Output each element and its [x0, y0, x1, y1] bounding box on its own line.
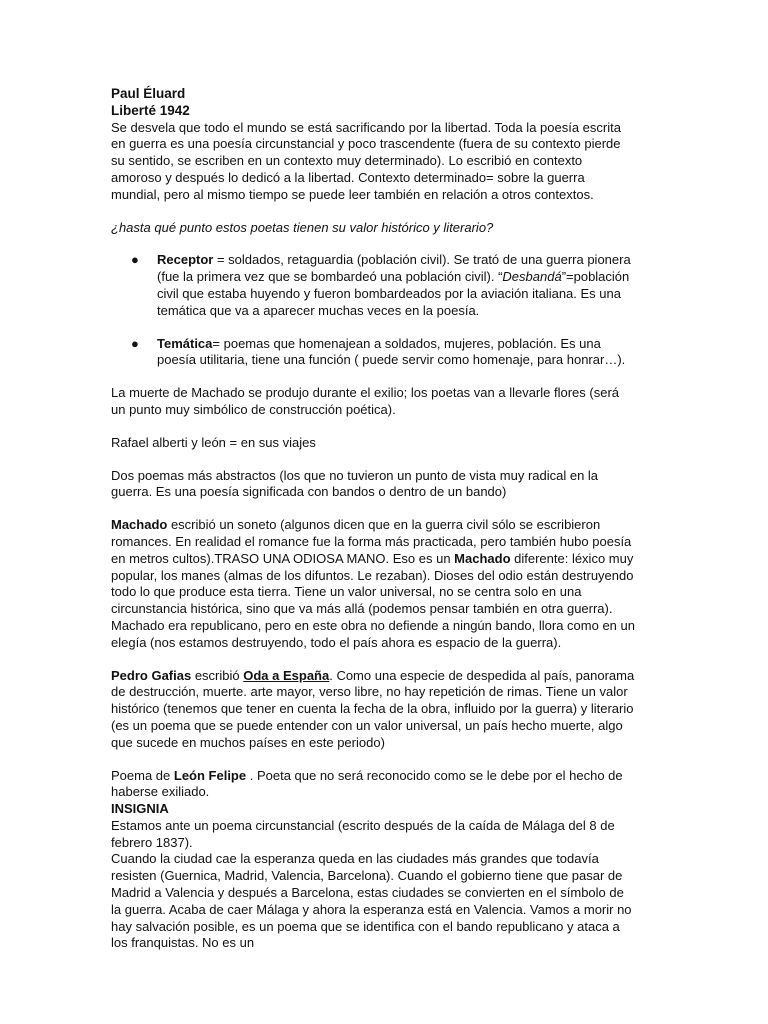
author-heading: Paul Éluard [111, 86, 186, 101]
bullet-text: = soldados, retaguardia (población civil). Se trató de una guerra pionera (fue la primera vez que se bombardeó una población civil). “ [157, 252, 631, 285]
abstract-poems-paragraph: Dos poemas más abstractos (los que no tuvieron un punto de vista muy radical en la guerra. Es una poesía significada con bandos o dentro de un bando) [111, 467, 599, 500]
machado-text-a: escribió un soneto (algunos dicen que en la guerra civil sólo se escribieron romances. En realidad el romance fue la forma más practicada, pero también hubo poesía en metros cultos).TRASO UNA ODIOSA MANO. Eso es un [111, 517, 632, 566]
bullet-icon: ● [131, 252, 139, 268]
machado-paragraph [111, 517, 636, 651]
bullet-italic: Desbandá [502, 269, 562, 285]
bullet-term: Receptor [157, 252, 214, 268]
machado-text-b: diferente: léxico muy popular, los manes (almas de los difuntos. Le rezaban). Dioses del odio están destruyendo todo lo que produce esta tierra. Tiene un valor universal, no se centra solo en una circunstancia histórica, sino que va más allá (podemos pensar también en otra guerra). Machado era republicano, pero en este obra no defiende a ningún bando, llora como en un elegía (nos estamos destruyendo, todo el país ahora es espacio de la guerra). [111, 550, 635, 650]
bullet-text-b: ”=población civil que estaba huyendo y fueron bombardeados por la aviación italiana. Es una temática que va a aparecer muchas veces en la poesía. [157, 269, 630, 318]
alberti-line: Rafael alberti y león = en sus viajes [111, 434, 316, 450]
machado-name: Machado [111, 517, 168, 533]
insignia-heading: INSIGNIA [111, 801, 169, 817]
gafias-name: Pedro Gafias [111, 667, 192, 683]
felipe-name: León Felipe [173, 767, 247, 783]
gafias-text-a: escribió [191, 667, 244, 683]
machado-death-paragraph: La muerte de Machado se produjo durante el exilio; los poetas van a llevarle flores (será un punto muy simbólico de construcción poética). [111, 385, 620, 417]
work-heading: Liberté 1942 [111, 102, 190, 118]
gafias-poem-title: Oda a España [243, 667, 330, 683]
insignia-paragraph-2: Cuando la ciudad cae la esperanza queda en las ciudades más grandes que todavía resisten (Guernica, Madrid, Valencia, Barcelona). Cuando el gobierno tiene que pasar de Madrid a Valencia y después a Barcelona, estas ciudades se convierten en el símbolo de la guerra. Acaba de caer Málaga y ahora la esperanza está en Valencia. Vamos a morir no hay salvación posible, es un poema que se identifica con el bando republicano y ataca a los franquistas. No es un [111, 851, 632, 951]
bullet-term: Temática [157, 335, 213, 351]
gafias-paragraph [111, 668, 636, 752]
felipe-text: . Poeta que no será reconocido como se le debe por el hecho de haberse exiliado. [111, 767, 623, 800]
machado-name-2: Machado [454, 550, 511, 566]
intro-paragraph: Se desvela que todo el mundo se está sacrificando por la libertad. Toda la poesía escrita en guerra es una poesía circunstancial y poco trascendente (fuera de su contexto pierde su sentido, se escriben en un contexto muy determinado). Lo escribió en contexto amoroso y después lo dedicó a la libertad. Contexto determinado= sobre la guerra mundial, pero al mismo tiempo se puede leer también en relación a otros contextos. [111, 119, 621, 202]
insignia-paragraph-1: Estamos ante un poema circunstancial (escrito después de la caída de Málaga del 8 de febrero 1837). [111, 817, 615, 850]
bullet-icon: ● [131, 335, 139, 351]
gafias-text-b: . Como una especie de despedida al país, panorama de destrucción, muerte. arte mayor, verso libre, no hay repetición de rimas. Tiene un valor histórico (tenemos que tener en cuenta la fecha de la obra, influido por la guerra) y literario (es un poema que se puede entender con un valor universal, un país hecho muerte, algo que sucede en muchos países en este periodo) [111, 667, 635, 750]
question-line: ¿hasta qué punto estos poetas tienen su valor histórico y literario? [111, 219, 494, 235]
bullet-text: = poemas que homenajean a soldados, mujeres, población. Es una poesía utilitaria, tiene una función ( puede servir como homenaje, para honrar…). [157, 335, 626, 368]
felipe-paragraph [111, 768, 636, 802]
list-item [111, 336, 636, 370]
document-page [111, 86, 636, 952]
felipe-prefix: Poema de [111, 767, 174, 783]
bullet-list [111, 252, 636, 369]
list-item [111, 252, 636, 319]
